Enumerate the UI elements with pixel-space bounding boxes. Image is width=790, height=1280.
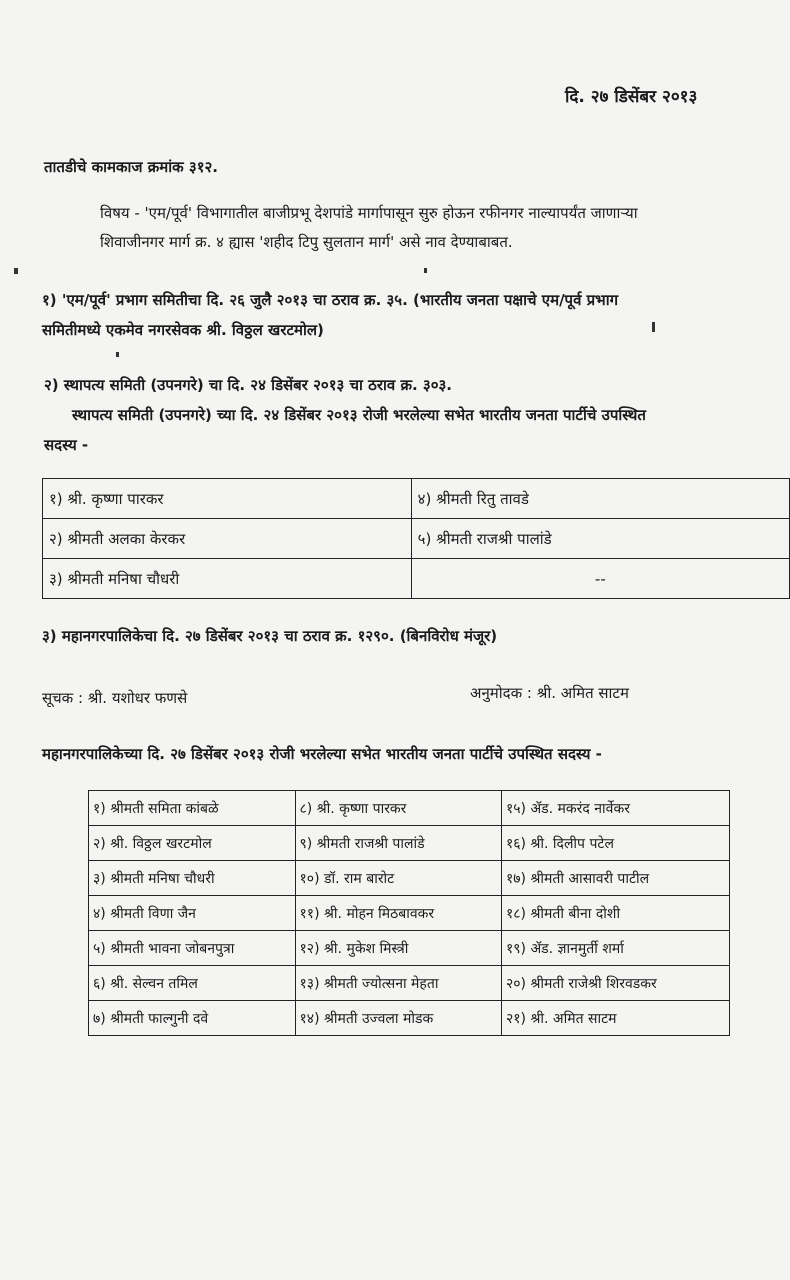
table-row [89,826,730,861]
table-row [89,1001,730,1036]
table-row [89,861,730,896]
member-cell: ५) श्रीमती भावना जोबनपुत्रा [89,931,296,966]
member-cell: ५) श्रीमती राजश्री पालांडे [411,519,789,559]
subject-line-2: शिवाजीनगर मार्ग क्र. ४ ह्यास 'शहीद टिपु सुलतान मार्ग' असे नाव देण्याबाबत. [100,233,513,251]
member-cell: ४) श्रीमती विणा जैन [89,896,296,931]
document-date: दि. २७ डिसेंबर २०१३ [565,87,698,107]
member-cell: २०) श्रीमती राजेश्री शिरवडकर [501,966,729,1001]
member-cell: १५) ॲड. मकरंद नार्वेकर [501,791,729,826]
committee-members-table [42,478,790,599]
member-cell: २१) श्री. अमित साटम [501,1001,729,1036]
table-row [89,931,730,966]
member-cell: २) श्री. विठ्ठल खरटमोल [89,826,296,861]
point-1-line-2: समितीमध्ये एकमेव नगरसेवक श्री. विठ्ठल खरटमोल) [42,321,324,339]
member-cell: १८) श्रीमती बीना दोशी [501,896,729,931]
subject-line-1: विषय - 'एम/पूर्व' विभागातील बाजीप्रभू देशपांडे मार्गापासून सुरु होऊन रफीनगर नाल्यापर्यंत जाणाऱ्या [100,204,638,222]
table-row [89,966,730,1001]
ink-speck [116,352,119,357]
corporation-members-table [88,790,730,1036]
point-3: ३) महानगरपालिकेचा दि. २७ डिसेंबर २०१३ चा ठराव क्र. १२९०. (बिनविरोध मंजूर) [42,627,498,645]
member-cell: ६) श्री. सेल्वन तमिल [89,966,296,1001]
ink-speck [14,268,18,274]
point-2-line-2: स्थापत्य समिती (उपनगरे) च्या दि. २४ डिसेंबर २०१३ रोजी भरलेल्या सभेत भारतीय जनता पार्टीचे उपस्थित [72,406,646,424]
member-cell: २) श्रीमती अलका केरकर [43,519,412,559]
member-cell: ७) श्रीमती फाल्गुनी दवे [89,1001,296,1036]
member-cell: १७) श्रीमती आसावरी पाटील [501,861,729,896]
member-cell: १२) श्री. मुकेश मिस्त्री [295,931,501,966]
table-row [43,519,790,559]
member-cell: ४) श्रीमती रितु तावडे [411,479,789,519]
member-cell: ८) श्री. कृष्णा पारकर [295,791,501,826]
member-cell: १) श्रीमती समिता कांबळे [89,791,296,826]
seconder: अनुमोदक : श्री. अमित साटम [470,684,629,702]
point-2-line-3: सदस्य - [44,436,89,454]
member-cell: १६) श्री. दिलीप पटेल [501,826,729,861]
table-row [43,559,790,599]
empty-cell: -- [411,559,789,599]
table-row [43,479,790,519]
member-cell: ३) श्रीमती मनिषा चौधरी [89,861,296,896]
table-row [89,896,730,931]
proposer: सूचक : श्री. यशोधर फणसे [42,689,188,707]
members-heading: महानगरपालिकेच्या दि. २७ डिसेंबर २०१३ रोजी भरलेल्या सभेत भारतीय जनता पार्टीचे उपस्थित सदस्य - [42,745,602,763]
member-cell: १३) श्रीमती ज्योत्सना मेहता [295,966,501,1001]
member-cell: १) श्री. कृष्णा पारकर [43,479,412,519]
member-cell: ३) श्रीमती मनिषा चौधरी [43,559,412,599]
point-2-line-1: २) स्थापत्य समिती (उपनगरे) चा दि. २४ डिसेंबर २०१३ चा ठराव क्र. ३०३. [44,376,452,394]
table-row [89,791,730,826]
ink-speck [652,322,655,332]
member-cell: १९) ॲड. ज्ञानमुर्ती शर्मा [501,931,729,966]
point-1-line-1: १) 'एम/पूर्व' प्रभाग समितीचा दि. २६ जुलै २०१३ चा ठराव क्र. ३५. (भारतीय जनता पक्षाचे एम/पूर्व प्रभाग [42,291,619,309]
member-cell: १०) डॉ. राम बारोट [295,861,501,896]
member-cell: ११) श्री. मोहन मिठबावकर [295,896,501,931]
reference-number: तातडीचे कामकाज क्रमांक ३१२. [44,158,218,176]
ink-speck [424,268,427,273]
member-cell: ९) श्रीमती राजश्री पालांडे [295,826,501,861]
member-cell: १४) श्रीमती उज्वला मोडक [295,1001,501,1036]
